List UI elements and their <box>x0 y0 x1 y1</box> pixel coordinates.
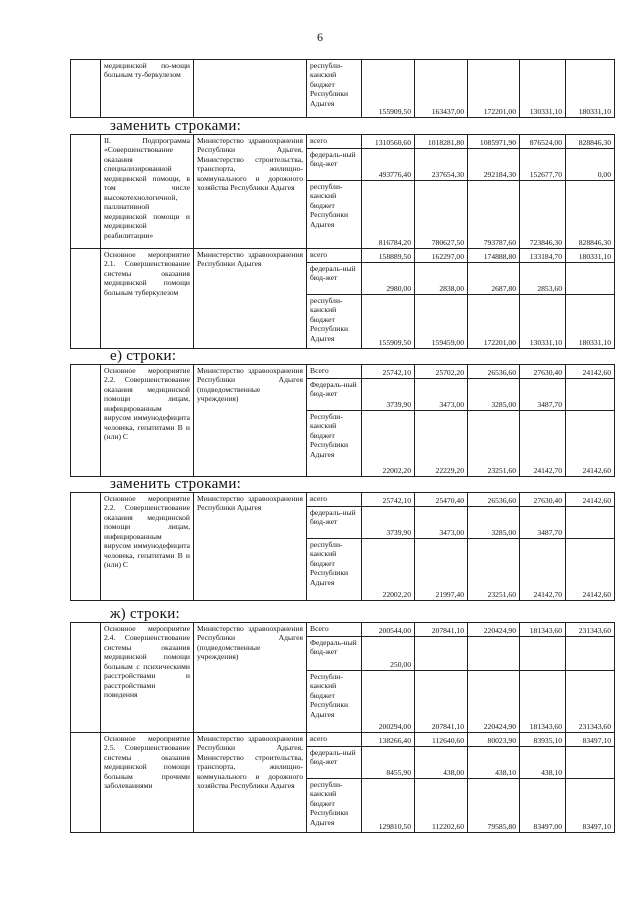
amount-cell: 180331,10 <box>566 60 615 118</box>
funding-source-cell: всего <box>307 733 362 747</box>
amount-cell: 723846,30 <box>520 181 566 249</box>
amount-cell <box>520 637 566 671</box>
table-row <box>71 623 615 637</box>
amount-cell: 231343,60 <box>566 623 615 637</box>
amount-cell: 83497,00 <box>520 779 566 833</box>
amount-cell: 26536,60 <box>468 365 520 379</box>
funding-source-cell: Всего <box>307 365 362 379</box>
funding-source-cell: федераль-ный бюд-жет <box>307 263 362 295</box>
program-name-cell: Основное мероприятие 2.2. Совершенствование оказания медицинской помощи лицам, инфицированным вирусом иммунодефицита человека, гепатитами В и (или) С <box>101 365 194 477</box>
funding-source-cell: федераль-ный бюд-жет <box>307 747 362 779</box>
funding-source-cell: республи-канский бюджет Республики Адыгея <box>307 779 362 833</box>
amount-cell: 3285,00 <box>468 379 520 411</box>
table-row <box>71 493 615 507</box>
amount-cell: 3739,90 <box>362 379 415 411</box>
program-name-cell: Основное мероприятие 2.2. Совершенствование оказания медицинской помощи лицам, инфицированным вирусом иммунодефицита человека, гепатитами В и (или) С <box>101 493 194 601</box>
responsible-executor-cell: Министерство здравоохранения Республики Адыгея <box>194 249 307 349</box>
amount-cell: 24142,70 <box>520 539 566 601</box>
amount-cell: 180331,10 <box>566 295 615 349</box>
index-cell <box>71 493 101 601</box>
amount-cell: 24142,60 <box>566 539 615 601</box>
table-row <box>71 135 615 149</box>
index-cell <box>71 135 101 249</box>
responsible-executor-cell <box>194 60 307 118</box>
funding-source-cell: Федераль-ный бюд-жет <box>307 379 362 411</box>
amount-cell <box>566 263 615 295</box>
page-number: 6 <box>317 30 323 44</box>
amount-cell: 25702,20 <box>415 365 468 379</box>
amount-cell: 8455,90 <box>362 747 415 779</box>
amount-cell: 438,00 <box>415 747 468 779</box>
amount-cell: 25470,40 <box>415 493 468 507</box>
amount-cell: 24142,60 <box>566 365 615 379</box>
funding-source-cell: федераль-ный бюд-жет <box>307 149 362 181</box>
amount-cell: 3739,90 <box>362 507 415 539</box>
funding-source-cell: Федераль-ный бюд-жет <box>307 637 362 671</box>
amount-cell: 162297,00 <box>415 249 468 263</box>
amount-cell: 27630,40 <box>520 365 566 379</box>
amount-cell: 163437,00 <box>415 60 468 118</box>
amount-cell: 174888,80 <box>468 249 520 263</box>
amount-cell <box>468 637 520 671</box>
table-replace2 <box>70 492 615 601</box>
amount-cell: 2838,00 <box>415 263 468 295</box>
funding-source-cell: Республи-канский бюджет Республики Адыгея <box>307 671 362 733</box>
amount-cell <box>566 637 615 671</box>
heading-rows-zh: ж) строки: <box>110 606 180 622</box>
amount-cell: 181343,60 <box>520 623 566 637</box>
amount-cell: 138266,40 <box>362 733 415 747</box>
funding-source-cell: Республи-канский бюджет Республики Адыгея <box>307 411 362 477</box>
program-name-cell: Основное мероприятие 2.5. Совершенствование системы оказания медицинской помощи больным прочими заболеваниями <box>101 733 194 833</box>
table-zh <box>70 622 615 833</box>
amount-cell: 133184,70 <box>520 249 566 263</box>
amount-cell: 22229,20 <box>415 411 468 477</box>
table-row <box>71 60 615 118</box>
table-row <box>71 365 615 379</box>
amount-cell: 876524,00 <box>520 135 566 149</box>
amount-cell: 23251,60 <box>468 411 520 477</box>
amount-cell: 793787,60 <box>468 181 520 249</box>
amount-cell: 25742,10 <box>362 493 415 507</box>
program-name-cell: Основное мероприятие 2.1. Совершенствование системы оказания медицинской помощи больным туберкулезом <box>101 249 194 349</box>
amount-cell: 83497,10 <box>566 779 615 833</box>
amount-cell: 438,10 <box>520 747 566 779</box>
amount-cell: 24142,70 <box>520 411 566 477</box>
amount-cell: 21997,40 <box>415 539 468 601</box>
table-e <box>70 364 615 477</box>
amount-cell: 2980,00 <box>362 263 415 295</box>
amount-cell: 112202,60 <box>415 779 468 833</box>
amount-cell: 159459,00 <box>415 295 468 349</box>
amount-cell: 22002,20 <box>362 539 415 601</box>
amount-cell: 220424,90 <box>468 623 520 637</box>
amount-cell: 83935,10 <box>520 733 566 747</box>
amount-cell <box>566 379 615 411</box>
amount-cell: 112640,60 <box>415 733 468 747</box>
amount-cell: 1085971,90 <box>468 135 520 149</box>
heading-replace-rows-1: заменить строками: <box>110 118 242 134</box>
funding-source-cell: республи-канский бюджет Республики Адыгея <box>307 181 362 249</box>
responsible-executor-cell: Министерство здравоохранения Республики Адыгея, Министерство строительства, транспорта, жилищно-коммунального и дорожного хозяйства Республики Адыгея <box>194 135 307 249</box>
amount-cell: 828846,30 <box>566 135 615 149</box>
amount-cell: 250,00 <box>362 637 415 671</box>
amount-cell: 24142,60 <box>566 493 615 507</box>
funding-source-cell: республи-канский бюджет Республики Адыгея <box>307 295 362 349</box>
amount-cell: 22002,20 <box>362 411 415 477</box>
amount-cell: 181343,60 <box>520 671 566 733</box>
amount-cell: 24142,60 <box>566 411 615 477</box>
responsible-executor-cell: Министерство здравоохранения Республики Адыгея, Министерство строительства, транспорта, жилищно-коммунального и дорожного хозяйства Республики Адыгея <box>194 733 307 833</box>
responsible-executor-cell: Министерство здравоохранения Республики Адыгея (подведомственные учреждения) <box>194 365 307 477</box>
amount-cell: 3487,70 <box>520 379 566 411</box>
amount-cell: 237654,30 <box>415 149 468 181</box>
index-cell <box>71 365 101 477</box>
amount-cell: 27630,40 <box>520 493 566 507</box>
table-top-continued <box>70 59 615 118</box>
amount-cell: 493776,40 <box>362 149 415 181</box>
amount-cell: 80023,90 <box>468 733 520 747</box>
program-name-cell: медицинской по-мощи больным ту-беркулезом <box>101 60 194 118</box>
amount-cell: 158889,50 <box>362 249 415 263</box>
amount-cell: 200294,00 <box>362 671 415 733</box>
index-cell <box>71 623 101 733</box>
amount-cell: 200544,00 <box>362 623 415 637</box>
amount-cell: 25742,10 <box>362 365 415 379</box>
amount-cell <box>566 507 615 539</box>
amount-cell: 130331,10 <box>520 60 566 118</box>
amount-cell: 207841,10 <box>415 671 468 733</box>
funding-source-cell: республи-канский бюджет Республики Адыгея <box>307 60 362 118</box>
amount-cell: 26536,60 <box>468 493 520 507</box>
amount-cell: 780627,50 <box>415 181 468 249</box>
amount-cell: 2853,60 <box>520 263 566 295</box>
index-cell <box>71 733 101 833</box>
heading-rows-e: е) строки: <box>110 348 177 364</box>
amount-cell <box>415 637 468 671</box>
amount-cell: 155909,50 <box>362 60 415 118</box>
amount-cell: 79585,80 <box>468 779 520 833</box>
funding-source-cell: всего <box>307 249 362 263</box>
amount-cell: 292184,30 <box>468 149 520 181</box>
amount-cell: 1018281,80 <box>415 135 468 149</box>
amount-cell: 129810,50 <box>362 779 415 833</box>
program-name-cell: Основное мероприятие 2.4. Совершенствование системы оказания медицинской помощи больным с психическими расстройствами и расстройствами поведения <box>101 623 194 733</box>
amount-cell: 816784,20 <box>362 181 415 249</box>
amount-cell: 172201,00 <box>468 60 520 118</box>
amount-cell: 152677,70 <box>520 149 566 181</box>
amount-cell: 130331,10 <box>520 295 566 349</box>
index-cell <box>71 249 101 349</box>
responsible-executor-cell: Министерство здравоохранения Республики Адыгея <box>194 493 307 601</box>
funding-source-cell: всего <box>307 493 362 507</box>
index-cell <box>71 60 101 118</box>
program-name-cell: II. Подпрограмма «Совершенствование оказания специализированной медицинской помощи, в том числе высокотехнологичной, паллиативной медицинской помощи и медицинской реабилитации» <box>101 135 194 249</box>
funding-source-cell: всего <box>307 135 362 149</box>
amount-cell: 1310560,60 <box>362 135 415 149</box>
amount-cell: 23251,60 <box>468 539 520 601</box>
amount-cell: 220424,90 <box>468 671 520 733</box>
amount-cell: 180331,10 <box>566 249 615 263</box>
table-replace1 <box>70 134 615 349</box>
amount-cell: 155909,50 <box>362 295 415 349</box>
amount-cell: 3285,00 <box>468 507 520 539</box>
amount-cell: 828846,30 <box>566 181 615 249</box>
amount-cell: 231343,60 <box>566 671 615 733</box>
funding-source-cell: федераль-ный бюд-жет <box>307 507 362 539</box>
amount-cell: 2687,80 <box>468 263 520 295</box>
funding-source-cell: Всего <box>307 623 362 637</box>
amount-cell: 438,10 <box>468 747 520 779</box>
amount-cell: 0,00 <box>566 149 615 181</box>
heading-replace-rows-2: заменить строками: <box>110 476 242 492</box>
table-row <box>71 249 615 263</box>
amount-cell <box>566 747 615 779</box>
amount-cell: 3473,00 <box>415 379 468 411</box>
amount-cell: 172201,00 <box>468 295 520 349</box>
funding-source-cell: республи-канский бюджет Республики Адыгея <box>307 539 362 601</box>
amount-cell: 83497,10 <box>566 733 615 747</box>
amount-cell: 3473,00 <box>415 507 468 539</box>
amount-cell: 3487,70 <box>520 507 566 539</box>
responsible-executor-cell: Министерство здравоохранения Республики Адыгея (подведомственные учреждения) <box>194 623 307 733</box>
table-row <box>71 733 615 747</box>
amount-cell: 207841,10 <box>415 623 468 637</box>
